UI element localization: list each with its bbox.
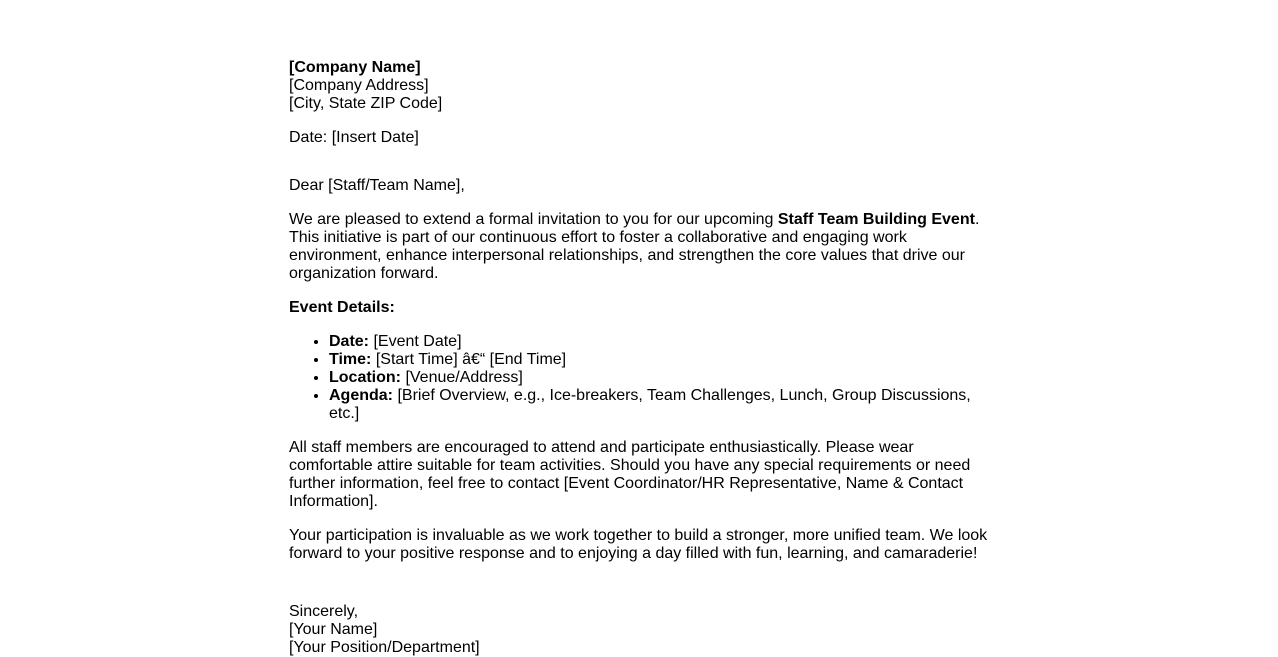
company-city-state-zip: [City, State ZIP Code] — [289, 95, 443, 112]
signature-position: [Your Position/Department] — [289, 639, 480, 656]
event-name: Staff Team Building Event — [777, 211, 975, 228]
detail-label: Agenda: — [329, 387, 393, 404]
letter-date: Date: [Insert Date] — [289, 129, 419, 146]
signature-name: [Your Name] — [289, 621, 378, 638]
letter — [289, 59, 994, 657]
event-detail-date — [329, 333, 994, 351]
detail-label: Date: — [329, 333, 370, 350]
intro-text-start: We are pleased to extend a formal invitation to you for our upcoming — [289, 211, 778, 228]
signature-block — [289, 603, 994, 657]
event-details-heading: Event Details: — [289, 299, 395, 316]
detail-value: [Venue/Address] — [401, 369, 523, 386]
detail-label: Time: — [329, 351, 372, 368]
event-detail-agenda — [329, 387, 994, 423]
intro-paragraph — [289, 211, 994, 283]
company-header — [289, 59, 994, 113]
detail-label: Location: — [329, 369, 401, 386]
event-detail-time — [329, 351, 994, 369]
salutation: Dear [Staff/Team Name], — [289, 177, 465, 194]
detail-value: [Start Time] â€“ [End Time] — [371, 351, 567, 368]
attendance-paragraph: All staff members are encouraged to attend and participate enthusiastically. Please wear comfortable attire suitable for team activities. Should you have any special requirements or need further information, feel free to contact [Event Coordinator/HR Representative, Name & Contact Information]. — [289, 439, 971, 510]
detail-value: [Brief Overview, e.g., Ice-breakers, Team Challenges, Lunch, Group Discussions, etc.] — [329, 387, 971, 422]
signature-closing: Sincerely, — [289, 603, 359, 620]
event-details-list — [289, 333, 994, 423]
company-name: [Company Name] — [289, 59, 421, 76]
intro-text-end: . This initiative is part of our continuous effort to foster a collaborative and engaging work environment, enhance interpersonal relationships, and strengthen the core values that drive our organization forward. — [289, 211, 980, 282]
company-address: [Company Address] — [289, 77, 429, 94]
detail-value: [Event Date] — [369, 333, 462, 350]
closing-paragraph: Your participation is invaluable as we work together to build a stronger, more unified team. We look forward to your positive response and to enjoying a day filled with fun, learning, and camaraderie! — [289, 527, 988, 562]
event-detail-location — [329, 369, 994, 387]
